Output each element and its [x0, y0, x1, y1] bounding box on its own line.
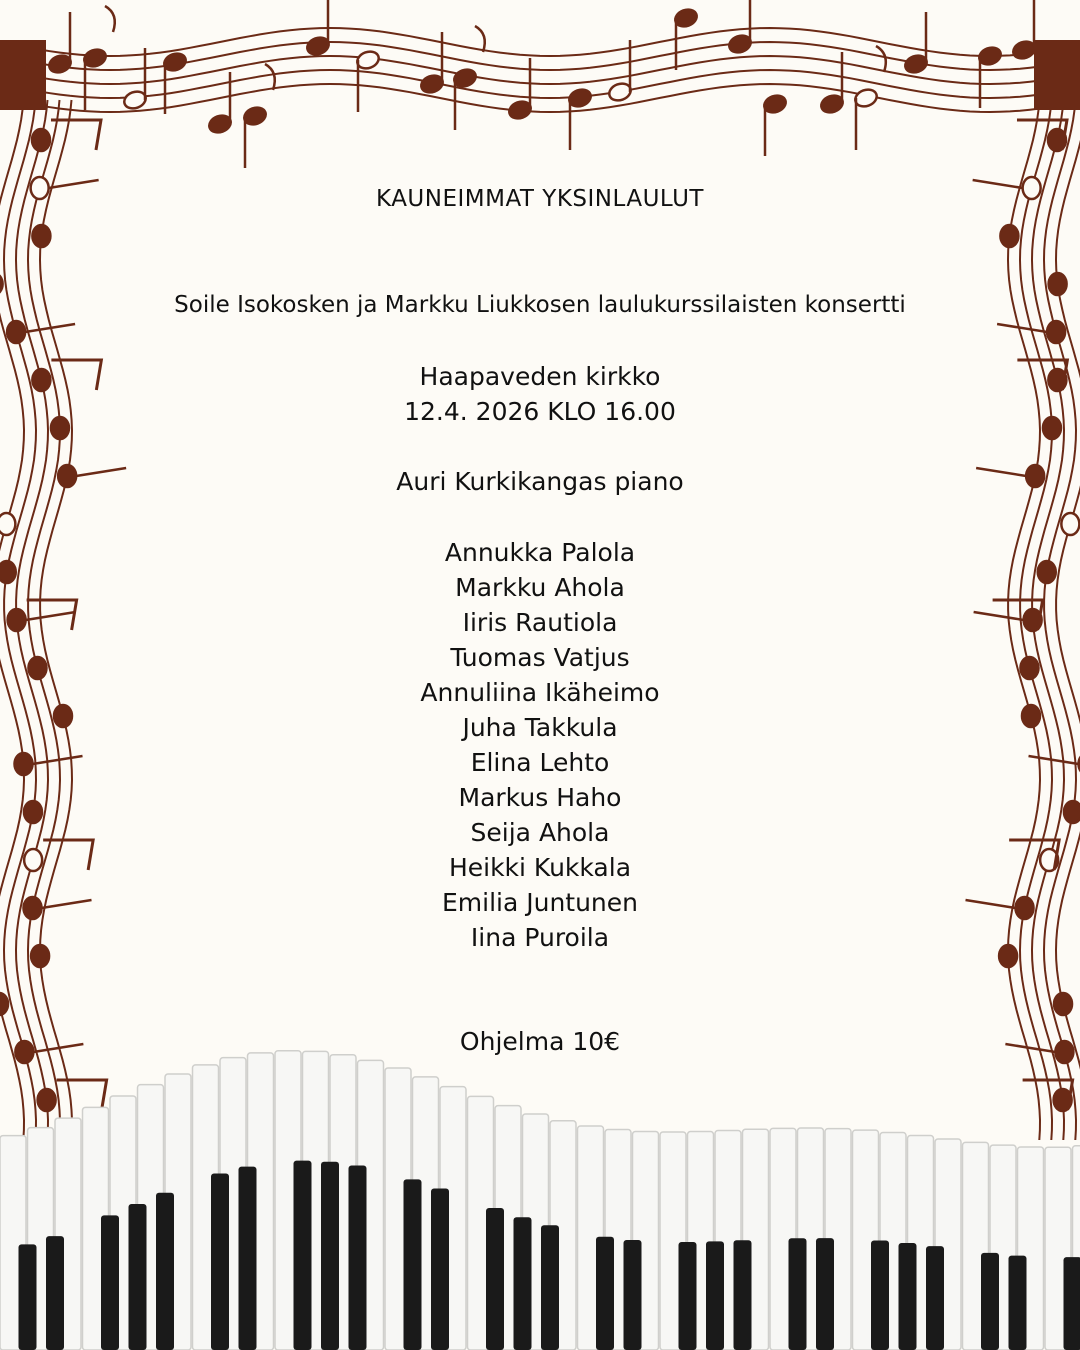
music-staff-notes-icon: [966, 100, 1080, 1140]
performer-name: Elina Lehto: [470, 748, 610, 777]
performer-name: Heikki Kukkala: [448, 853, 632, 882]
music-staff-notes-icon: [0, 100, 126, 1140]
performer-name: Annukka Palola: [444, 538, 636, 567]
pianist: Auri Kurkikangas piano: [396, 467, 684, 496]
concert-subtitle: Soile Isokosken ja Markku Liukkosen laulukurssilaisten konsertti: [174, 292, 906, 318]
performer-name: Iina Puroila: [470, 923, 610, 952]
performer-name: Annuliina Ikäheimo: [420, 678, 660, 707]
performer-name: Markus Haho: [458, 783, 622, 812]
performer-name: Tuomas Vatjus: [450, 643, 630, 672]
program-price: Ohjelma 10€: [459, 1027, 621, 1056]
performer-name: Seija Ahola: [470, 818, 610, 847]
date-time: 12.4. 2026 KLO 16.00: [404, 397, 676, 426]
piano-keyboard-icon: [0, 1051, 1080, 1350]
performer-list: [140, 537, 940, 957]
performer-name: Juha Takkula: [462, 713, 618, 742]
performer-name: Iiris Rautiola: [462, 608, 618, 637]
staff-corner-block-left: [0, 40, 46, 110]
performer-name: Emilia Juntunen: [441, 888, 639, 917]
venue: Haapaveden kirkko: [419, 362, 661, 391]
performer-name: Markku Ahola: [455, 573, 625, 602]
music-staff-notes-icon: [0, 0, 1080, 168]
staff-corner-block-right: [1034, 40, 1080, 110]
concert-title: KAUNEIMMAT YKSINLAULUT: [376, 186, 704, 212]
